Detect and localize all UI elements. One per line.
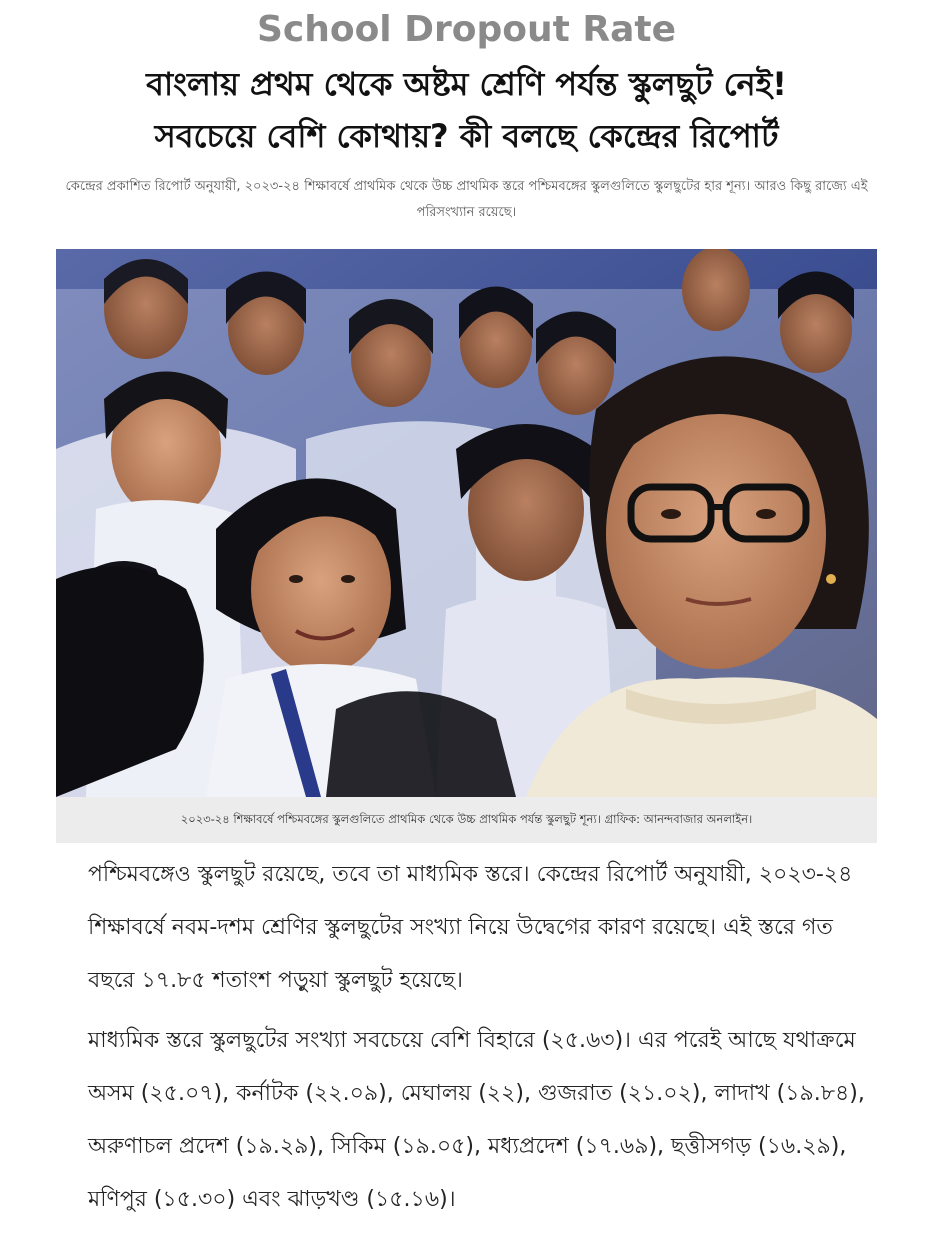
article-kicker: School Dropout Rate <box>256 9 677 50</box>
article-paragraph-2: মাধ্যমিক স্তরে স্কুলছুটের সংখ্যা সবচেয়ে বেশি বিহারে (২৫.৬৩)। এর পরেই আছে যথাক্রমে অসম (২৫.০৭), কর্নাটক (২২.০৯), মেঘালয় (২২), গুজরাত (২১.০২), লাদাখ (১৯.৮৪), অরুণাচল প্রদেশ (১৯.২৯), সিকিম (১৯.০৫), মধ্যপ্রদেশ (১৭.৬৯), ছত্তীসগড় (১৬.২৯), মণিপুর (১৫.৩০) এবং ঝাড়খণ্ড (১৫.১৬)। <box>88 1028 865 1212</box>
article-standfirst: কেন্দ্রের প্রকাশিত রিপোর্ট অনুযায়ী, ২০২৩-২৪ শিক্ষাবর্ষে প্রাথমিক থেকে উচ্চ প্রাথমিক স্তরে পশ্চিমবঙ্গের স্কুলগুলিতে স্কুলছুটের হার শূন্য। আরও কিছু রাজ্যে এই পরিসংখ্যান রয়েছে। <box>65 179 868 220</box>
article-photo <box>56 249 877 797</box>
students-and-woman-photo-icon <box>56 249 877 797</box>
photo-caption-bar <box>56 797 877 843</box>
article-paragraph-1: পশ্চিমবঙ্গেও স্কুলছুট রয়েছে, তবে তা মাধ্যমিক স্তরে। কেন্দ্রের রিপোর্ট অনুযায়ী, ২০২৩-২৪ শিক্ষাবর্ষে নবম-দশম শ্রেণির স্কুলছুটের সংখ্যা নিয়ে উদ্বেগের কারণ রয়েছে। এই স্তরে গত বছরে ১৭.৮৫ শতাংশ পড়ুয়া স্কুলছুট হয়েছে। <box>88 862 853 993</box>
photo-caption: ২০২৩-২৪ শিক্ষাবর্ষে পশ্চিমবঙ্গের স্কুলগুলিতে প্রাথমিক থেকে উচ্চ প্রাথমিক পর্যন্ত স্কুলছুট শূন্য। গ্রাফিক: আনন্দবাজার অনলাইন। <box>180 811 753 826</box>
headline-line-1: বাংলায় প্রথম থেকে অষ্টম শ্রেণি পর্যন্ত স্কুলছুট নেই! <box>146 65 787 103</box>
headline-line-2: সবচেয়ে বেশি কোথায়? কী বলছে কেন্দ্রের রিপোর্ট <box>154 117 779 155</box>
article-headline <box>40 58 893 162</box>
